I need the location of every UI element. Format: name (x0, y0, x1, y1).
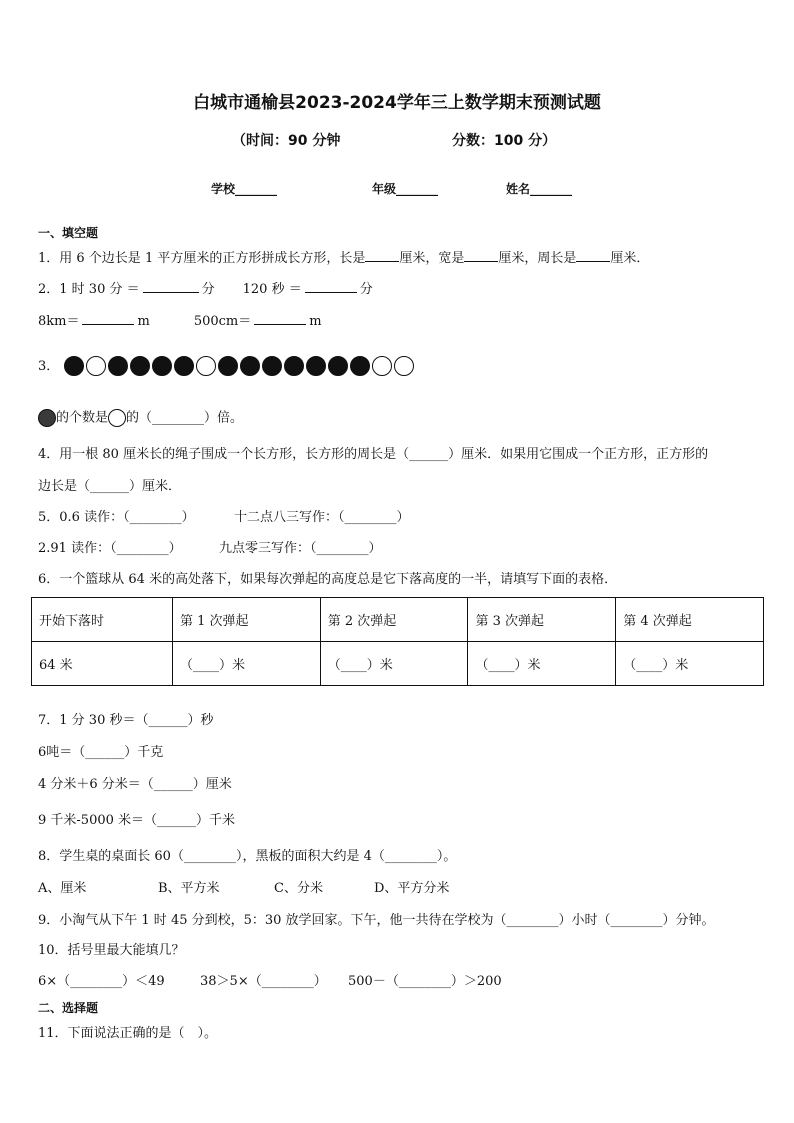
black-circle-icon (328, 356, 348, 376)
q5-b: 十二点八三写作：（________） (234, 510, 410, 525)
question-11-text: 11．下面说法正确的是（ ）。 (38, 1026, 218, 1041)
q7-a: 7．1 分 30 秒＝（______）秒 (38, 713, 214, 728)
bounce-table (31, 597, 764, 686)
q3-label: 3． (38, 359, 60, 374)
table-header-cell: 第 4 次弹起 (616, 598, 764, 642)
question-9-text: 9．小淘气从下午 1 时 45 分到校，5：30 放学回家。下午，他一共待在学校为（________）小时（________）分钟。 (38, 913, 715, 928)
white-circle-icon (196, 356, 216, 376)
page-title: 白城市通榆县2023-2024学年三上数学期末预测试题 (193, 93, 601, 113)
circle-row (64, 356, 416, 376)
q1-text-c: 厘米，周长是 (498, 251, 577, 266)
question-4-line-1: 4．用一根 80 厘米长的绳子围成一个长方形，长方形的周长是（______）厘米．如果用它围成一个正方形，正方形的 (38, 447, 709, 462)
table-header-cell: 第 3 次弹起 (468, 598, 616, 642)
black-circle-icon (262, 356, 282, 376)
question-3-text (38, 409, 243, 428)
q2-blank-2 (305, 280, 357, 293)
white-circle-icon (372, 356, 392, 376)
white-circle-icon (86, 356, 106, 376)
q10-a: 6×（________）＜49 (38, 974, 165, 989)
black-circle-icon (306, 356, 326, 376)
q2-blank-4 (254, 312, 306, 325)
q2-text-c: 120 秒 ＝ (242, 282, 302, 297)
question-8-text: 8．学生桌的桌面长 60（________），黑板的面积大约是 4（________）。 (38, 849, 457, 864)
q2-text-b: 分 (201, 282, 215, 297)
q5-d: 九点零三写作：（________） (219, 541, 382, 556)
white-circle-icon (394, 356, 414, 376)
black-circle-icon (64, 356, 84, 376)
question-2-line-2 (38, 312, 322, 331)
q3-text-a: 的个数是 (56, 410, 109, 426)
black-circle-icon (130, 356, 150, 376)
question-4-line-2: 边长是（______）厘米． (38, 479, 182, 494)
black-circle-icon (174, 356, 194, 376)
dark-circle-icon (38, 409, 56, 427)
table-header-cell: 开始下落时 (32, 598, 173, 642)
exam-score: 分数：100 分） (452, 133, 557, 149)
table-cell: （____）米 (468, 642, 616, 686)
q1-text-b: 厘米，宽是 (399, 251, 465, 266)
black-circle-icon (108, 356, 128, 376)
white-circle-icon (108, 409, 126, 427)
black-circle-icon (152, 356, 172, 376)
table-cell: 64 米 (32, 642, 173, 686)
q8-option-b: B、平方米 (158, 881, 220, 896)
q10-b: 38＞5×（________） (200, 974, 327, 989)
section-fill-title: 一、填空题 (38, 226, 99, 240)
question-10-text: 10．括号里最大能填几？ (38, 943, 185, 958)
q2-text-a: 2．1 时 30 分 ＝ (38, 282, 140, 297)
table-cell: （____）米 (172, 642, 320, 686)
q7-b: 6吨＝（______）千克 (38, 745, 164, 760)
q2-text-f: m (137, 314, 150, 329)
grade-field: 年级_______ (372, 182, 439, 196)
name-field: 姓名_______ (506, 182, 573, 196)
school-field: 学校_______ (211, 182, 278, 196)
q2-text-d: 分 (359, 282, 373, 297)
black-circle-icon (218, 356, 238, 376)
q2-blank-3 (82, 312, 134, 325)
q5-c: 2.91 读作：（________） (38, 541, 182, 556)
black-circle-icon (284, 356, 304, 376)
q1-blank-length (365, 249, 399, 262)
black-circle-icon (240, 356, 260, 376)
table-row (32, 642, 764, 686)
question-2-line-1 (38, 280, 373, 299)
table-header-cell: 第 1 次弹起 (172, 598, 320, 642)
q8-option-c: C、分米 (274, 881, 323, 896)
question-1 (38, 249, 649, 268)
q7-d: 9 千米-5000 米＝（______）千米 (38, 813, 236, 828)
table-header-cell: 第 2 次弹起 (320, 598, 468, 642)
q8-option-d: D、平方分米 (374, 881, 450, 896)
section-choice-title: 二、选择题 (38, 1001, 99, 1015)
q2-blank-1 (143, 280, 199, 293)
q5-a: 5．0.6 读作：（________） (38, 510, 195, 525)
q2-text-e: 8km＝ (38, 314, 80, 329)
q10-c: 500－（________）＞200 (348, 974, 502, 989)
q2-text-g: 500cm＝ (193, 314, 252, 329)
exam-time: （时间：90 分钟 (232, 133, 341, 149)
question-6-text: 6．一个篮球从 64 米的高处落下，如果每次弹起的高度总是它下落高度的一半，请填写下面的表格． (38, 572, 618, 587)
table-cell: （____）米 (320, 642, 468, 686)
q1-blank-width (464, 249, 498, 262)
q2-text-h: m (309, 314, 322, 329)
q8-option-a: A、厘米 (38, 881, 87, 896)
table-header-row (32, 598, 764, 642)
table-cell: （____）米 (616, 642, 764, 686)
q3-text-b: 的（________）倍。 (126, 410, 244, 426)
black-circle-icon (350, 356, 370, 376)
q1-blank-perimeter (576, 249, 610, 262)
q7-c: 4 分米＋6 分米＝（______）厘米 (38, 777, 232, 792)
q1-text-a: 1．用 6 个边长是 1 平方厘米的正方形拼成长方形，长是 (38, 251, 366, 266)
q1-text-d: 厘米． (610, 251, 650, 266)
